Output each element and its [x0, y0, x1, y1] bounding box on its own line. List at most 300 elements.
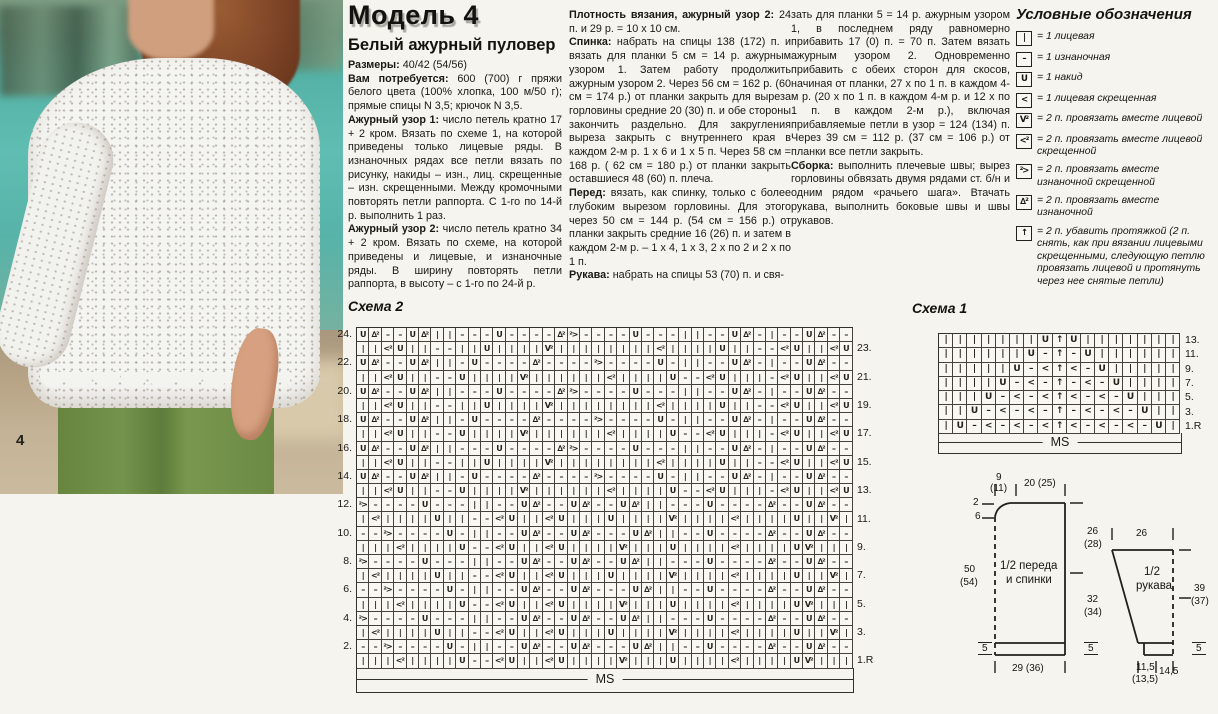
chart-cell: – [729, 612, 741, 626]
chart-cell: | [506, 456, 518, 470]
chart-cell: – [580, 356, 592, 370]
chart-cell: – [493, 640, 505, 654]
chart-row-label: 14. [337, 469, 352, 482]
chart-cell: – [382, 385, 394, 399]
chart-cell: – [419, 583, 431, 597]
chart-cell: | [592, 456, 604, 470]
chart-cell: – [394, 527, 406, 541]
chart-cell: U [803, 356, 815, 370]
chart-cell: U [469, 413, 481, 427]
chart-cell: | [617, 456, 629, 470]
chart-cell: – [382, 498, 394, 512]
chart-cell: U [729, 442, 741, 456]
chart-cell: | [592, 399, 604, 413]
chart-cell: – [506, 555, 518, 569]
chart-cell: – [469, 626, 481, 640]
chart-cell: U [506, 512, 518, 526]
chart-cell: | [803, 342, 815, 356]
front-piece-label-1: 1/2 переда [1000, 560, 1058, 572]
chart-cell: ∆² [741, 356, 753, 370]
chart-cell: – [431, 399, 443, 413]
chart-cell: <² [369, 626, 381, 640]
chart-cell: U [493, 442, 505, 456]
chart-row-label: 5. [857, 597, 866, 610]
chart-cell: | [630, 484, 642, 498]
chart-cell: <² [828, 427, 840, 441]
chart-cell: – [605, 385, 617, 399]
chart-cell: | [568, 427, 580, 441]
sleeve-label-2: рукава [1136, 580, 1173, 592]
chart-cell: U [456, 598, 468, 612]
chart-cell: V² [543, 399, 555, 413]
chart-cell: U [506, 541, 518, 555]
chart-cell: – [766, 427, 778, 441]
chart-cell: – [555, 527, 567, 541]
chart-cell: <² [828, 371, 840, 385]
chart-cell: U [605, 569, 617, 583]
chart-cell: – [716, 442, 728, 456]
chart-cell: – [469, 385, 481, 399]
chart-cell: | [481, 498, 493, 512]
chart-cell: – [481, 512, 493, 526]
chart-cell: – [469, 512, 481, 526]
model-neck [128, 0, 214, 60]
chart-row-label: 10. [337, 526, 352, 539]
legend-item [1016, 226, 1216, 289]
chart-cell: U [394, 484, 406, 498]
chart-cell: | [568, 654, 580, 668]
chart-cell: ∆² [580, 640, 592, 654]
chart-cell: ∆² [741, 328, 753, 342]
chart-cell: <² [605, 427, 617, 441]
chart-cell: U [419, 555, 431, 569]
chart-cell: <² [543, 569, 555, 583]
chart-cell: | [741, 427, 753, 441]
chart-cell: | [605, 456, 617, 470]
page-number: 4 [16, 432, 25, 449]
chart-cell: ∆² [369, 356, 381, 370]
chart-cell: | [654, 612, 666, 626]
chart-cell: – [692, 371, 704, 385]
chart-cell: | [630, 456, 642, 470]
chart-cell: – [996, 420, 1010, 434]
chart-cell: | [692, 442, 704, 456]
chart-cell: <² [778, 399, 790, 413]
chart-cell: | [1138, 363, 1152, 377]
chart-cell: – [407, 640, 419, 654]
chart-cell: ∆² [555, 328, 567, 342]
front-neck-front-depth: 6 [975, 511, 981, 522]
legend-symbol-box: | [1016, 31, 1032, 46]
chart-cell: | [431, 328, 443, 342]
chart-cell: – [766, 484, 778, 498]
chart-cell: | [568, 598, 580, 612]
chart-cell: – [394, 356, 406, 370]
chart-cell: – [667, 385, 679, 399]
chart-cell: – [654, 442, 666, 456]
chart-cell: | [568, 512, 580, 526]
chart-cell: <² [704, 427, 716, 441]
chart-cell: | [692, 328, 704, 342]
chart-cell: | [444, 442, 456, 456]
chart-cell: V² [803, 654, 815, 668]
chart-cell: – [828, 442, 840, 456]
chart-cell: | [481, 612, 493, 626]
paragraph-lead: Перед: [569, 187, 606, 200]
chart-cell: | [369, 427, 381, 441]
chart-cell: – [543, 413, 555, 427]
front-lower-right-1: 32 [1087, 594, 1099, 605]
chart-cell: | [815, 427, 827, 441]
chart-cell: < [1010, 420, 1024, 434]
chart-cell: | [642, 456, 654, 470]
chart-cell: <² [605, 484, 617, 498]
chart-cell: – [456, 555, 468, 569]
chart-cell: | [580, 371, 592, 385]
chart-cell: | [555, 399, 567, 413]
chart-row-label: 1.R [1185, 419, 1202, 432]
chart-cell: – [543, 555, 555, 569]
chart-cell: | [1109, 334, 1123, 348]
chart-cell: < [1067, 420, 1081, 434]
paragraph: Ажурный узор 2: число петель кратно 34 + 2 кром. Вязать по схеме, на которой приведены и лицевые, и изнаночные ряды. В ширину повторять петли раппорта, в высоту – с 1-го по 24-й р. [348, 223, 562, 291]
chart-cell: – [840, 583, 852, 597]
chart-cell: – [692, 427, 704, 441]
chart-cell: U [407, 442, 419, 456]
chart-cell: – [469, 442, 481, 456]
chart-cell: | [1166, 391, 1180, 405]
chart-cell: | [679, 512, 691, 526]
chart-cell: U [407, 470, 419, 484]
chart-cell: | [939, 405, 953, 419]
chart-cell: | [407, 427, 419, 441]
chart-cell: – [456, 356, 468, 370]
chart-cell: | [481, 484, 493, 498]
chart-cell: – [493, 583, 505, 597]
chart-cell: | [642, 498, 654, 512]
chart-cell: | [592, 427, 604, 441]
chart-cell: | [741, 626, 753, 640]
chart-cell: – [357, 527, 369, 541]
chart-cell: | [580, 456, 592, 470]
chart-cell: | [630, 427, 642, 441]
chart-cell: <² [543, 626, 555, 640]
chart-cell: | [803, 427, 815, 441]
chart-cell: | [1166, 348, 1180, 362]
chart-cell: | [431, 541, 443, 555]
chart-cell: – [1067, 405, 1081, 419]
chart-cell: ∆² [815, 640, 827, 654]
chart-cell: | [630, 399, 642, 413]
chart-cell: – [506, 470, 518, 484]
chart-cell: – [679, 498, 691, 512]
chart-cell: | [1123, 377, 1137, 391]
paragraph-lead: Размеры: [348, 59, 400, 71]
chart-cell: – [1109, 391, 1123, 405]
chart-cell: – [518, 470, 530, 484]
chart-cell: ∆² [630, 555, 642, 569]
chart-cell: U [518, 640, 530, 654]
chart-cell: V² [828, 569, 840, 583]
chart-cell: ²> [592, 413, 604, 427]
legend-item-text: = 2 п. провязать вместе лицевой скрещенной [1037, 133, 1203, 158]
paragraph: зать для планки 5 = 14 р. ажурным узором 1, в последнем ряду равномерно прибавить 17 (0) п. = 70 п. Затем вязать ажурным узором 2. Одновременно прибавить с обеих сторон для скосов, начиная от планки, 27 х по 1 п. в каждом 4-м р. (20 х по 1 п. в каждом 4-м р. и 12 х по 1 п. в каждом 2-м р.), включая прибавляемые петли в узор = 124 (134) п. Через 39 см = 112 р. (37 см = 106 р.) от планки все петли закрыть. [791, 9, 1010, 159]
legend-item [1016, 164, 1216, 189]
chart-cell: | [592, 626, 604, 640]
chart-cell: – [444, 612, 456, 626]
chart-cell: | [617, 371, 629, 385]
chart-cell: U [654, 356, 666, 370]
chart-row-label: 21. [857, 370, 872, 383]
chart-cell: <² [493, 541, 505, 555]
chart-cell: | [679, 356, 691, 370]
chart-cell: U [953, 420, 967, 434]
legend-item [1016, 93, 1216, 108]
chart-cell: | [1138, 334, 1152, 348]
chart-cell: ∆² [766, 555, 778, 569]
chart-cell: | [741, 342, 753, 356]
chart-cell: | [967, 363, 981, 377]
chart-cell: – [1123, 405, 1137, 419]
chart-cell: | [456, 456, 468, 470]
chart-cell: – [382, 413, 394, 427]
chart-cell: – [791, 413, 803, 427]
chart-cell: | [357, 654, 369, 668]
chart-cell: U [568, 583, 580, 597]
chart-cell: – [704, 413, 716, 427]
chart-cell: | [555, 456, 567, 470]
chart-cell: | [716, 541, 728, 555]
chart-row-label: 11. [857, 512, 871, 525]
chart-cell: – [431, 640, 443, 654]
chart-cell: < [1038, 391, 1052, 405]
chart-cell: | [456, 342, 468, 356]
chart-cell: U [791, 399, 803, 413]
chart-cell: – [617, 356, 629, 370]
legend-item-text: = 2 п. убавить протяжкой (2 п. снять, как при вязании лицевыми скрещенными, следующую петлю провязать лицевой и протянуть через нее снятые петли) [1037, 225, 1205, 287]
chart-cell: – [704, 442, 716, 456]
chart-cell: – [382, 442, 394, 456]
chart-cell: U [791, 654, 803, 668]
chart-cell: U [1109, 377, 1123, 391]
chart-cell: | [667, 527, 679, 541]
chart-cell: U [469, 470, 481, 484]
chart-cell: – [840, 413, 852, 427]
paragraph-lead: Рукава: [569, 269, 610, 282]
chart-cell: | [953, 405, 967, 419]
chart-cell: | [592, 569, 604, 583]
chart-cell: – [394, 612, 406, 626]
chart-cell: – [716, 356, 728, 370]
chart-cell: U [716, 399, 728, 413]
chart-cell: | [456, 399, 468, 413]
chart-cell: | [741, 371, 753, 385]
chart-cell: – [456, 328, 468, 342]
chart-cell: | [369, 399, 381, 413]
chart-cell: – [716, 385, 728, 399]
chart-cell: – [766, 371, 778, 385]
chart-cell: – [605, 555, 617, 569]
chart-cell: – [704, 328, 716, 342]
chart-cell: | [407, 654, 419, 668]
chart-cell: – [456, 498, 468, 512]
chart-cell: – [543, 640, 555, 654]
chart-cell: – [654, 385, 666, 399]
chart-cell: U [704, 555, 716, 569]
chart-cell: – [506, 498, 518, 512]
chart-cell: – [679, 583, 691, 597]
chart-cell: | [953, 334, 967, 348]
chart-cell: | [580, 626, 592, 640]
chart-cell: ∆² [555, 442, 567, 456]
chart-cell: – [592, 328, 604, 342]
chart-cell: U [840, 399, 852, 413]
chart2-left-row-labels [300, 327, 352, 668]
chart-cell: ∆² [369, 413, 381, 427]
chart-cell: | [407, 512, 419, 526]
chart-cell: | [481, 640, 493, 654]
paragraph: Рукава: набрать на спицы 53 (70) п. и свя- [569, 269, 784, 282]
chart-cell: – [630, 470, 642, 484]
chart-cell: | [605, 342, 617, 356]
chart-cell: – [716, 612, 728, 626]
chart-cell: – [766, 456, 778, 470]
legend-item [1016, 72, 1216, 87]
front-band-height-left: 5 [978, 642, 992, 655]
chart-cell: U [803, 442, 815, 456]
chart-cell: | [617, 399, 629, 413]
chart-cell: | [778, 654, 790, 668]
chart-cell: – [617, 442, 629, 456]
chart-cell: U [1123, 391, 1137, 405]
chart-cell: | [369, 598, 381, 612]
chart-cell: – [1067, 348, 1081, 362]
chart-cell: ∆² [766, 640, 778, 654]
text-column-3 [791, 9, 1010, 228]
chart-cell: | [692, 413, 704, 427]
chart-cell: U [605, 626, 617, 640]
chart-cell: U [803, 498, 815, 512]
chart-cell: < [1024, 405, 1038, 419]
chart-cell: – [828, 583, 840, 597]
chart-cell: – [1024, 363, 1038, 377]
chart-cell: U [791, 342, 803, 356]
chart-cell: <² [828, 342, 840, 356]
legend-symbol-box: ↑ [1016, 226, 1032, 241]
chart-cell: U [617, 498, 629, 512]
chart-cell: | [382, 569, 394, 583]
chart-cell: U [803, 470, 815, 484]
chart-cell: ∆² [815, 413, 827, 427]
chart-cell: | [530, 569, 542, 583]
chart-cell: <² [369, 512, 381, 526]
chart-cell: U [506, 626, 518, 640]
chart-cell: | [654, 484, 666, 498]
chart-cell: U [791, 427, 803, 441]
chart-cell: ↑ [1053, 348, 1067, 362]
chart-cell: | [605, 541, 617, 555]
chart-cell: U [617, 555, 629, 569]
chart-cell: | [729, 342, 741, 356]
legend-item-text: = 2 п. провязать вместе лицевой [1037, 113, 1203, 124]
chart-cell: | [741, 569, 753, 583]
chart-cell: < [1095, 391, 1109, 405]
chart-cell: – [481, 470, 493, 484]
chart-cell: | [716, 654, 728, 668]
chart-cell: | [654, 541, 666, 555]
chart-cell: | [1123, 363, 1137, 377]
chart-cell: | [1138, 377, 1152, 391]
chart-cell: | [568, 399, 580, 413]
chart-cell: – [369, 555, 381, 569]
chart-cell: – [456, 413, 468, 427]
chart-cell: | [692, 512, 704, 526]
chart-cell: <² [543, 541, 555, 555]
chart-cell: | [369, 371, 381, 385]
chart-cell: – [394, 328, 406, 342]
front-bottom-width: 29 (36) [1012, 663, 1044, 674]
chart-cell: – [654, 328, 666, 342]
chart-cell: | [469, 371, 481, 385]
chart-cell: | [444, 470, 456, 484]
chart-cell: V² [617, 541, 629, 555]
chart-cell: – [778, 612, 790, 626]
chart-cell: – [431, 371, 443, 385]
chart-cell: | [654, 640, 666, 654]
chart-cell: – [506, 356, 518, 370]
chart-cell: U [506, 654, 518, 668]
text-column-2 [569, 9, 791, 283]
chart-cell: ²> [382, 583, 394, 597]
chart-cell: – [605, 442, 617, 456]
chart-cell: – [778, 442, 790, 456]
front-neck-width-2: (11) [990, 483, 1008, 494]
front-piece-label-2: и спинки [1006, 574, 1052, 586]
chart-cell: | [357, 569, 369, 583]
chart-row-label: 18. [337, 413, 352, 426]
chart-cell: ↑ [1053, 377, 1067, 391]
chart-cell: | [580, 598, 592, 612]
chart-cell: – [1024, 391, 1038, 405]
paragraph: Спинка: набрать на спицы 138 (172) п. и вязать для планки 5 см = 14 р. ажурным узором 1. Затем работу продолжить ажурным узором 2. Через 56 см = 162 р. (60 см = 174 р.) от планки закрыть для выреза горловины средние 20 (30) п. и обе стороны закончить раздельно. Для закругления выреза закрыть с внутреннего края в каждом 2-м р. 1 х 6 и 1 х 5 п. Через 58 см = 168 р. ( 62 см = 180 р.) от планки закрыть оставшиеся 48 (60) п. плеча. [569, 36, 791, 186]
chart-cell: | [1095, 334, 1109, 348]
chart-cell: – [394, 583, 406, 597]
chart-cell: – [555, 470, 567, 484]
chart-cell: < [1123, 420, 1137, 434]
chart-cell: ∆² [630, 612, 642, 626]
chart-cell: U [840, 484, 852, 498]
chart-cell: < [1081, 377, 1095, 391]
chart-cell: | [431, 385, 443, 399]
chart-cell: | [605, 598, 617, 612]
chart-cell: – [778, 356, 790, 370]
chart-cell: | [716, 598, 728, 612]
chart-cell: U [456, 371, 468, 385]
chart-cell: U [840, 342, 852, 356]
chart-cell: ∆² [815, 555, 827, 569]
chart-cell: ∆² [815, 527, 827, 541]
chart-cell: – [407, 612, 419, 626]
chart-cell: <² [382, 371, 394, 385]
chart-cell: | [357, 427, 369, 441]
chart-cell: – [382, 356, 394, 370]
chart-cell: | [444, 413, 456, 427]
chart-cell: | [481, 583, 493, 597]
chart-cell: – [382, 470, 394, 484]
chart-cell: V² [667, 512, 679, 526]
chart-cell: <² [493, 598, 505, 612]
chart-cell: | [704, 654, 716, 668]
